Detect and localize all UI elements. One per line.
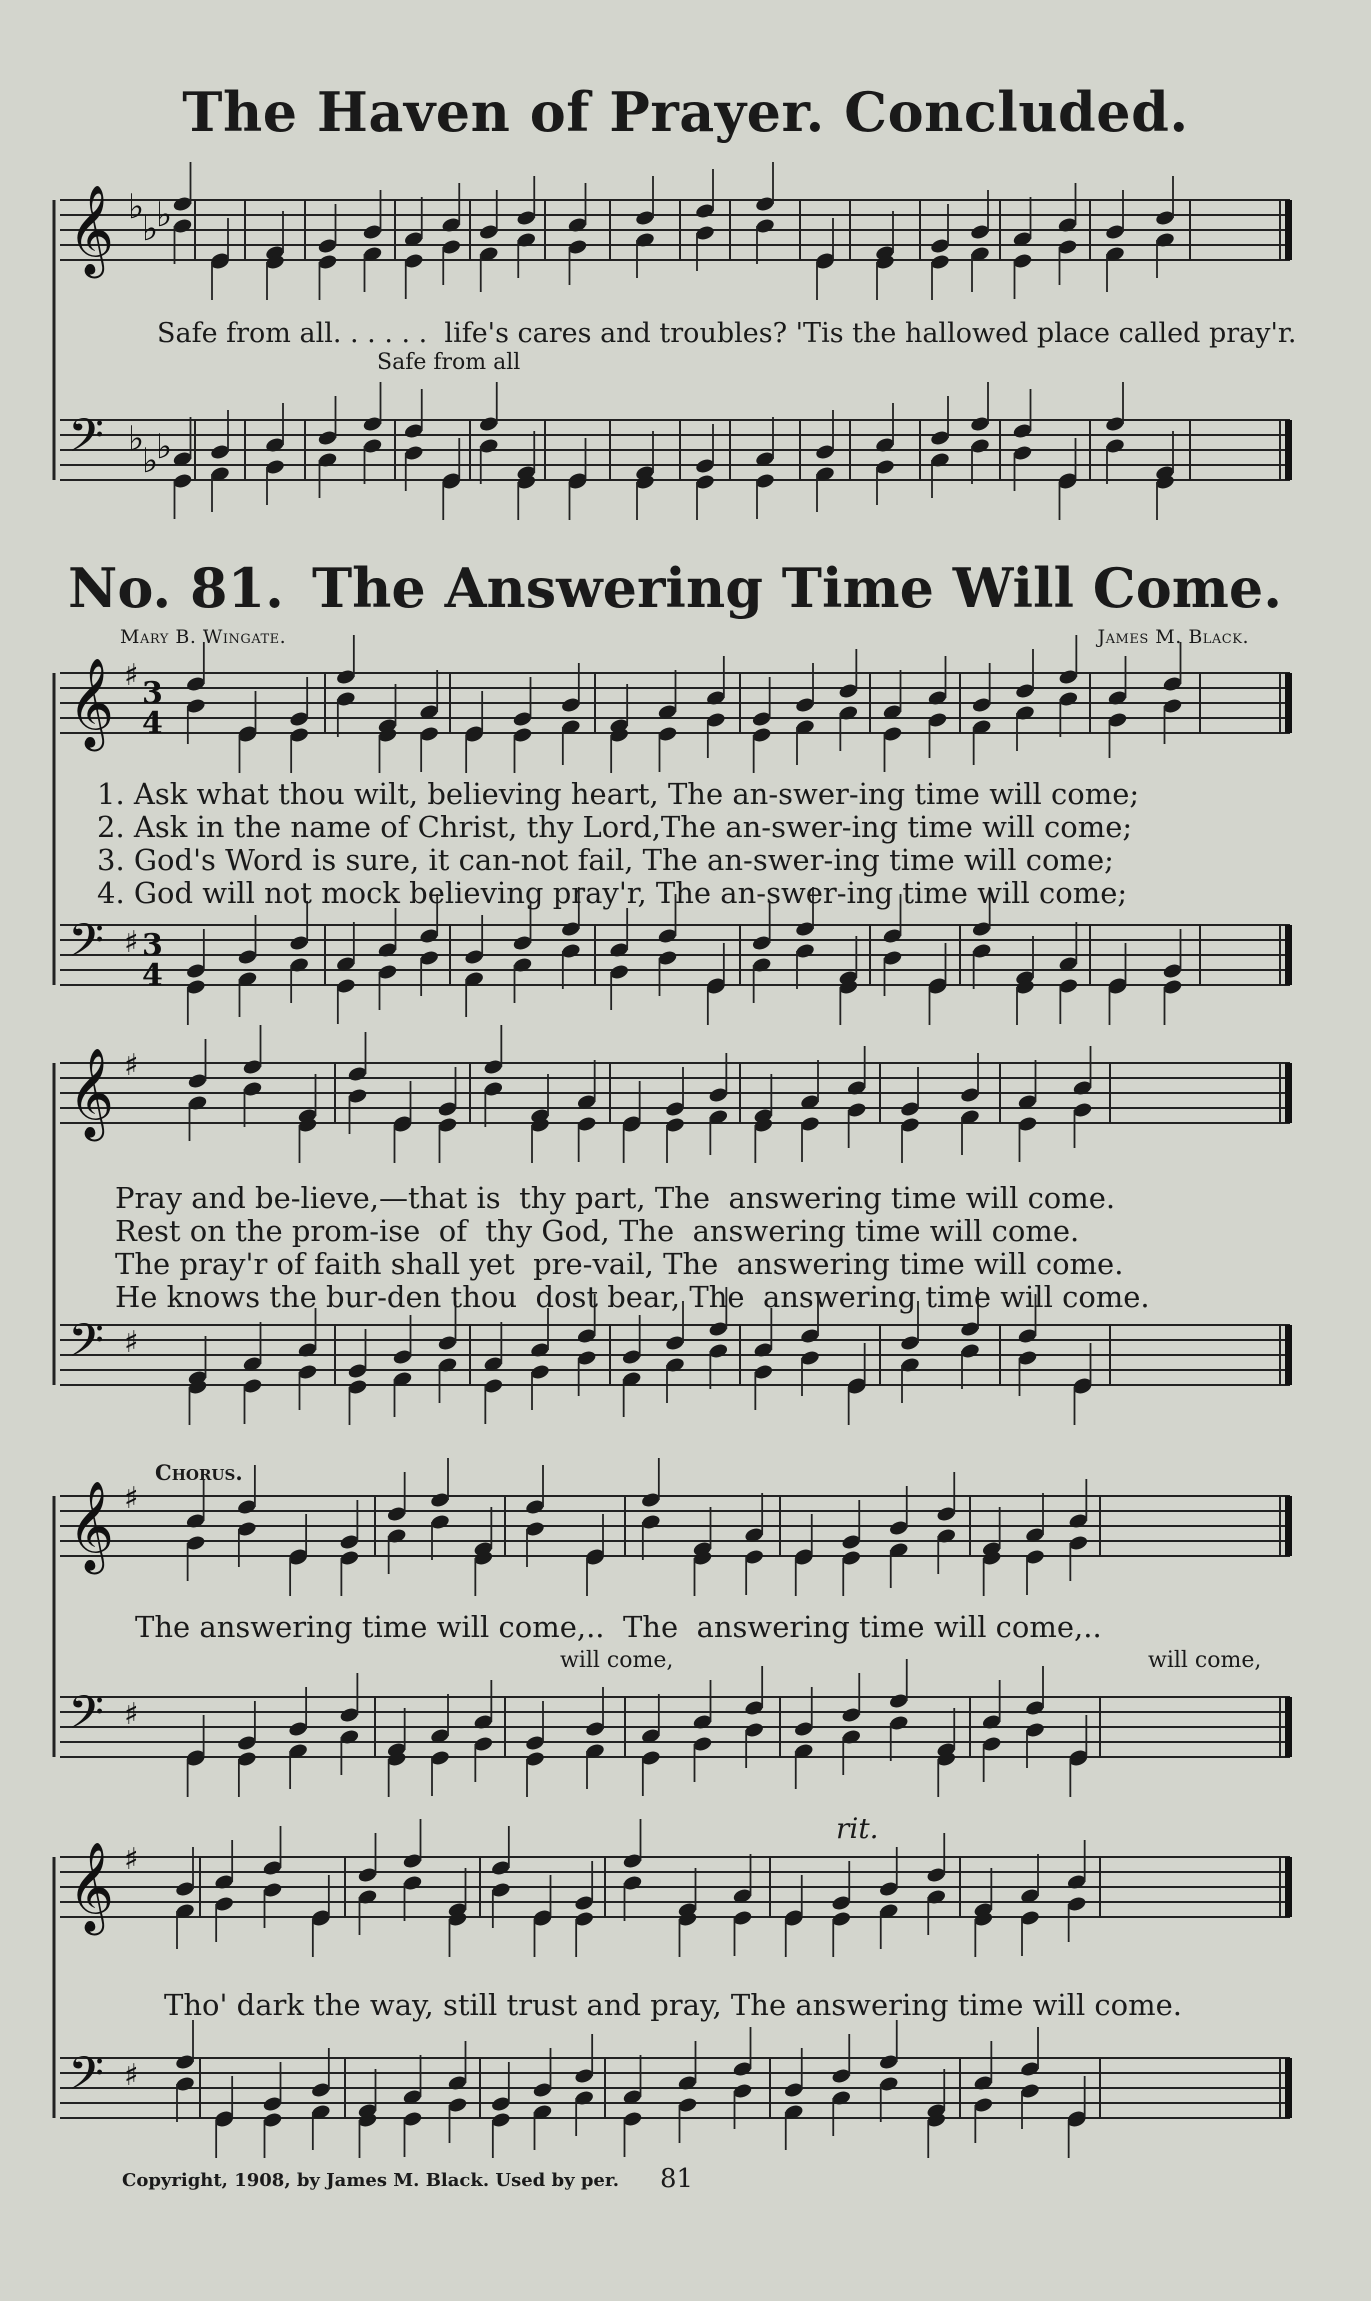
sharp-icon: ♯ (124, 1048, 139, 1083)
hymn-author: Mary B. Wingate. (120, 626, 287, 648)
copyright-notice: Copyright, 1908, by James M. Black. Used by per. (122, 2170, 619, 2191)
sharp-icon: ♯ (124, 1842, 139, 1877)
flat-icon: ♭ (142, 441, 159, 481)
final-barline-thick (1285, 925, 1292, 985)
final-barline-thick (1285, 673, 1292, 733)
verse-2-line-1: 2. Ask in the name of Christ, thy Lord,The an-swer-ing time will come; (97, 810, 1133, 844)
time-signature-bottom: 4 (142, 706, 163, 741)
bass-clef-icon: 𝄢 (68, 409, 105, 474)
bass-clef-icon: 𝄢 (68, 1686, 105, 1751)
treble-clef-icon: 𝄞 (68, 185, 115, 275)
hymn-number: No. 81. (68, 556, 284, 620)
final-barline-thick (1285, 1325, 1292, 1385)
verse-1-line-2: Pray and be-lieve,—that is thy part, The answering time will come. (115, 1181, 1116, 1215)
time-signature-top: 3 (142, 676, 163, 711)
time-signature-top: 3 (142, 928, 163, 963)
bass-clef-icon: 𝄢 (68, 2047, 105, 2112)
verse-4-line-1: 4. God will not mock believing pray'r, The an-swer-ing time will come; (97, 876, 1128, 910)
final-barline-thick (1285, 1063, 1292, 1123)
verse-3-line-2: The pray'r of faith shall yet pre-vail, The answering time will come. (115, 1247, 1124, 1281)
page-number: 81 (660, 2164, 694, 2194)
final-barline-thick (1285, 1857, 1292, 1917)
flat-icon: ♭ (156, 427, 173, 467)
chorus-lyric-1: The answering time will come,.. The answering time will come,.. (135, 1610, 1102, 1644)
final-barline-thick (1285, 1496, 1292, 1556)
sharp-icon: ♯ (124, 925, 139, 960)
sharp-icon: ♯ (124, 658, 139, 693)
top-hymn-alto-lyric: Safe from all (377, 350, 521, 375)
bass-clef-icon: 𝄢 (68, 1314, 105, 1379)
time-signature-bottom: 4 (142, 958, 163, 993)
top-hymn-lyric: Safe from all. . . . . . life's cares and troubles? 'Tis the hallowed place called pray'r. (157, 318, 1297, 349)
flat-icon: ♭ (142, 209, 159, 249)
verses-line1 (97, 778, 1139, 910)
chorus-lyric-2: Tho' dark the way, still trust and pray, The answering time will come. (164, 1988, 1183, 2022)
chorus-alto-2: will come, (1148, 1648, 1262, 1673)
flat-icon: ♭ (156, 195, 173, 235)
sharp-icon: ♯ (124, 2058, 139, 2093)
flat-icon: ♭ (128, 419, 145, 459)
treble-clef-icon: 𝄞 (68, 1842, 115, 1932)
final-barline-thick (1285, 2058, 1292, 2118)
treble-clef-icon: 𝄞 (68, 1481, 115, 1571)
verse-3-line-1: 3. God's Word is sure, it can-not fail, The an-swer-ing time will come; (97, 843, 1114, 877)
bass-clef-icon: 𝄢 (68, 914, 105, 979)
verses-line2 (115, 1182, 1150, 1314)
verse-4-line-2: He knows the bur-den thou dost bear, The answering time will come. (115, 1280, 1150, 1314)
hymn-heading (68, 556, 1310, 620)
sharp-icon: ♯ (124, 1697, 139, 1732)
final-barline-thick (1285, 1697, 1292, 1757)
sharp-icon: ♯ (124, 1481, 139, 1516)
final-barline-thick (1285, 420, 1292, 480)
chorus-label: Chorus. (155, 1460, 243, 1485)
final-barline-thick (1285, 200, 1292, 260)
chorus-alto-1: will come, (560, 1648, 674, 1673)
treble-clef-icon: 𝄞 (68, 658, 115, 748)
sharp-icon: ♯ (124, 1325, 139, 1360)
flat-icon: ♭ (128, 187, 145, 227)
verse-2-line-2: Rest on the prom-ise of thy God, The answering time will come. (115, 1214, 1080, 1248)
rit-marking: rit. (836, 1812, 879, 1845)
treble-clef-icon: 𝄞 (68, 1048, 115, 1138)
hymn-title: The Answering Time Will Come. (311, 556, 1283, 620)
top-hymn-title: The Haven of Prayer. Concluded. (182, 80, 1189, 144)
hymn-composer: James M. Black. (1097, 626, 1249, 648)
verse-1-line-1: 1. Ask what thou wilt, believing heart, The an-swer-ing time will come; (97, 777, 1140, 811)
